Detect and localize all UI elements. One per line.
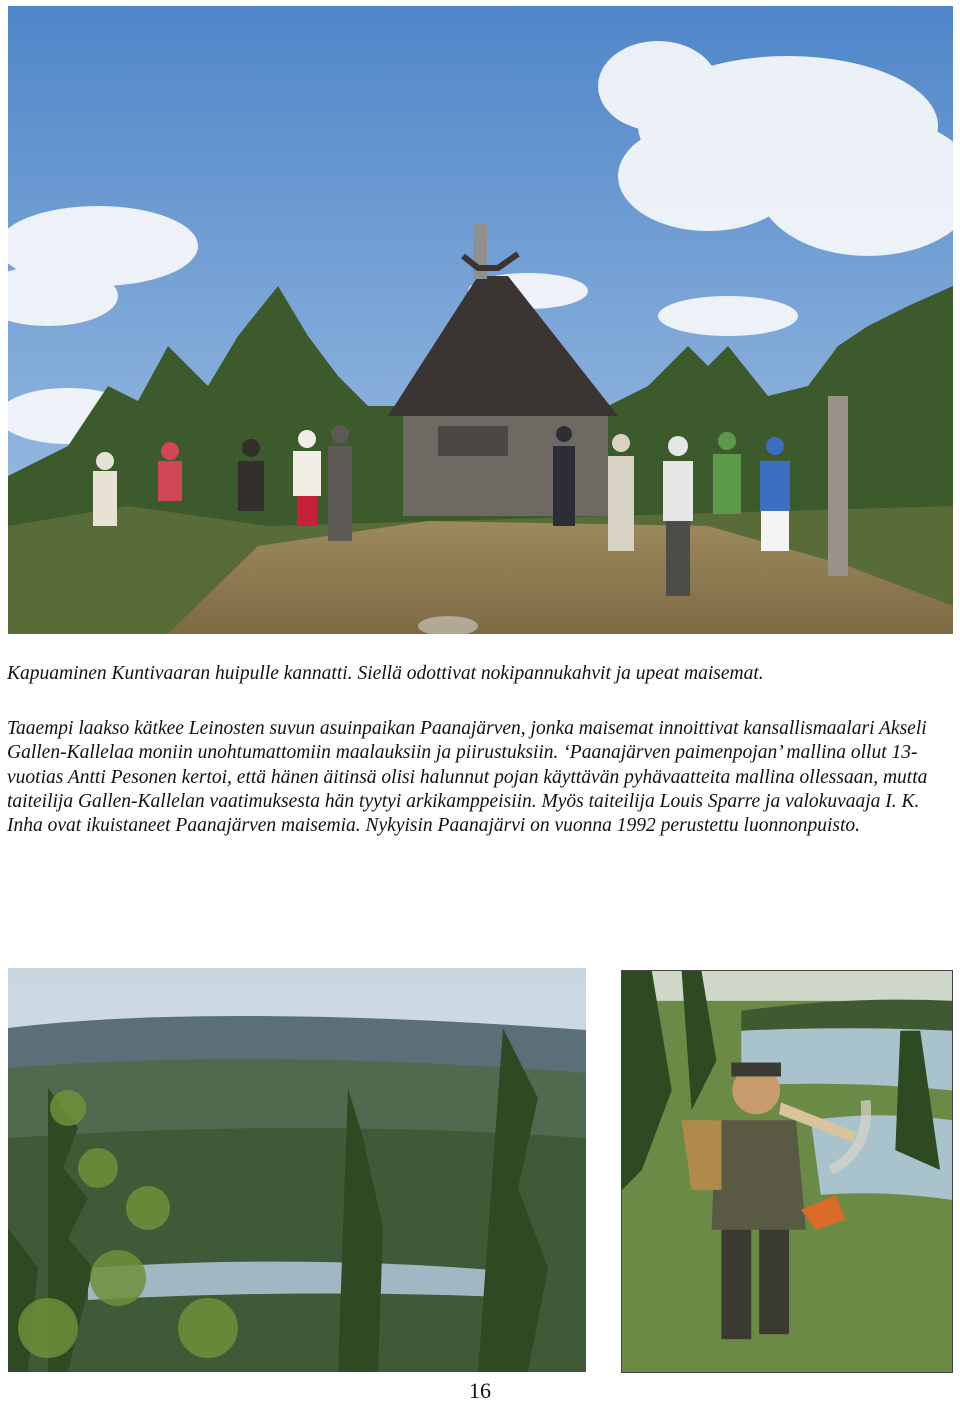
valley-landscape-photo	[8, 968, 586, 1372]
shepherd-boy-painting	[621, 970, 953, 1373]
body-paragraph: Taaempi laakso kätkee Leinosten suvun asuinpaikan Paanajärven, jonka maisemat innoittivat kansallismaalari Akseli Gallen-Kallelaa moniin unohtumattomiin maalauksiin ja piirustuksiin. ‘Paanajärven paimenpojan’ mallina ollut 13-vuotias Antti Pesonen kertoi, että hänen äitinsä olisi halunnut pojan käyttävän pyhävaatteita mallina ollessaan, mutta taiteilija Gallen-Kallelan vaatimuksesta hän tyytyi arkikamppeisiin. Myös taiteilija Louis Sparre ja valokuvaaja I. K. Inha ovat ikuistaneet Paanajärven maisemia. Nykyisin Paanajärvi on vuonna 1992 perustettu luonnonpuisto.	[7, 718, 928, 837]
hut-summit-photo	[8, 6, 953, 634]
page-number: 16	[469, 1378, 491, 1403]
photo-caption: Kapuaminen Kuntivaaran huipulle kannatti. Siellä odottivat nokipannukahvit ja upeat maisemat.	[7, 663, 764, 684]
